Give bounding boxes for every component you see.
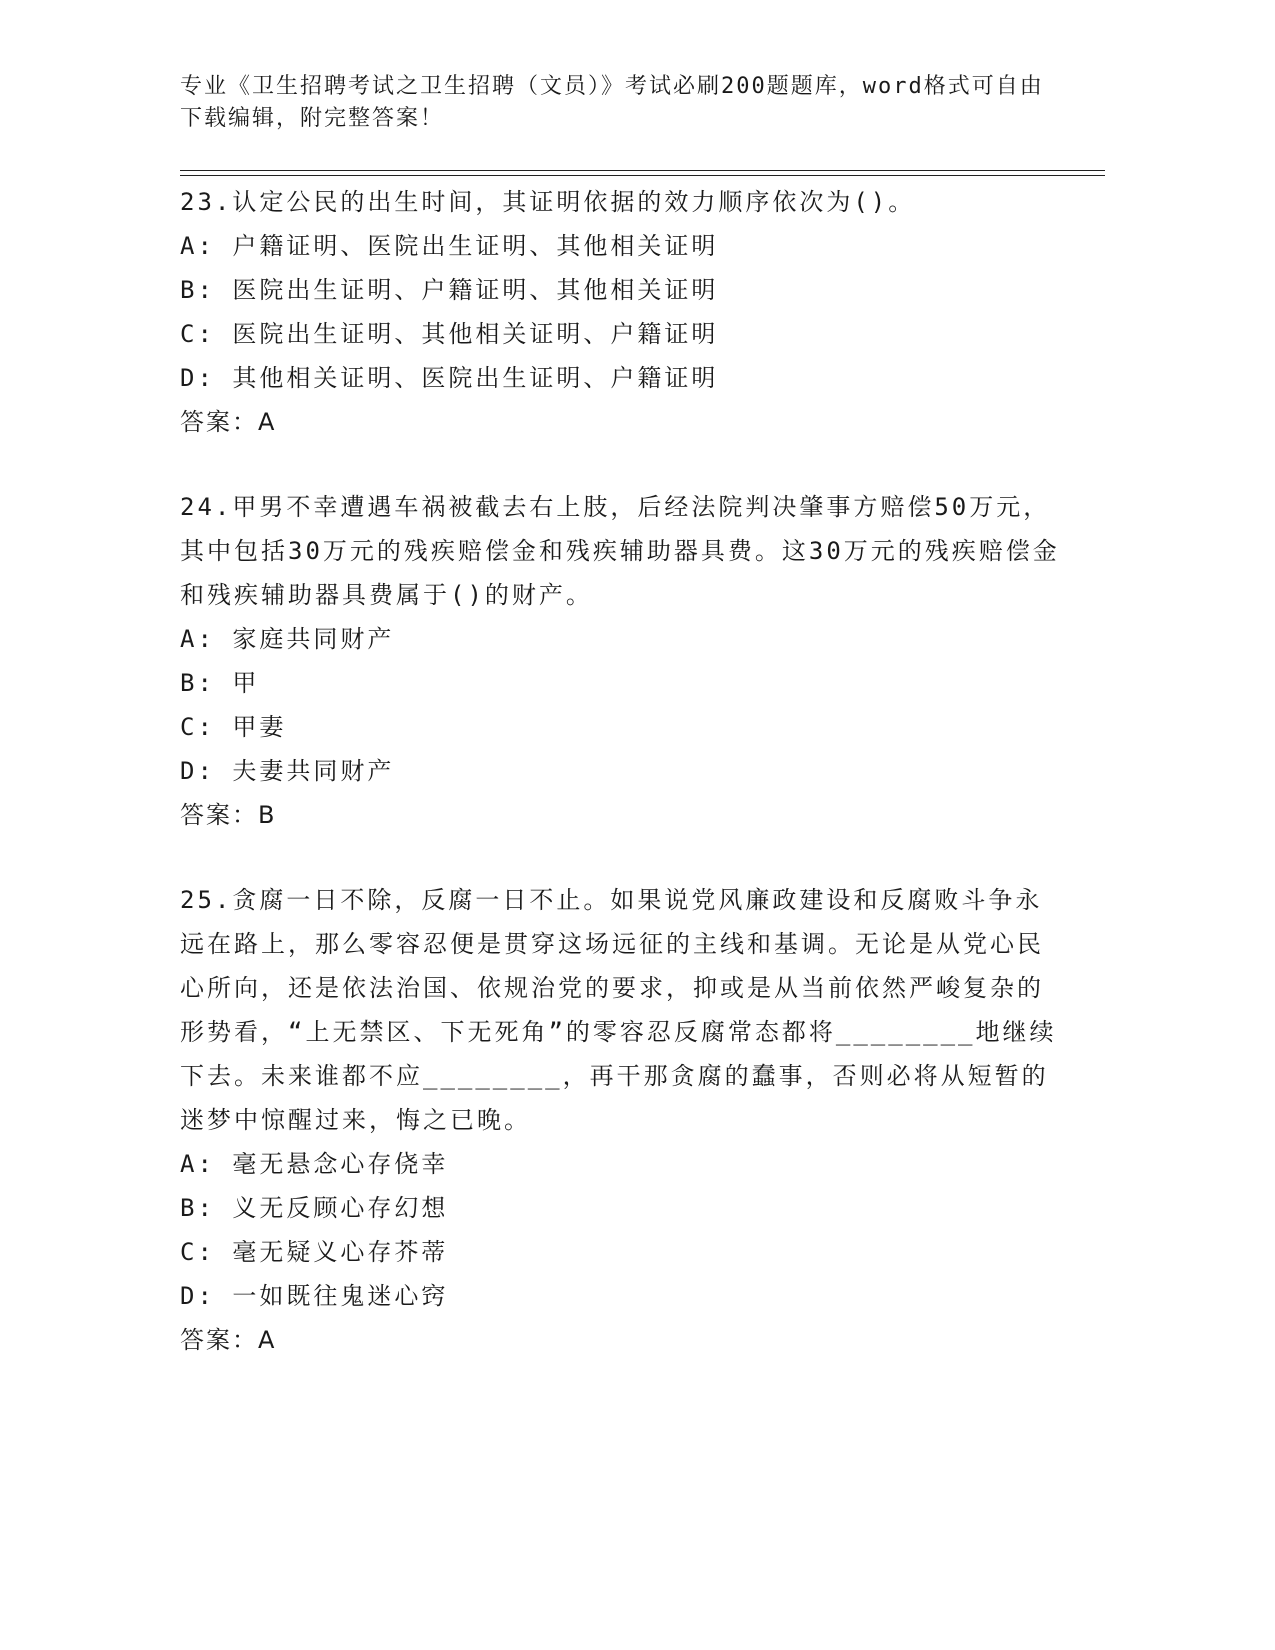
answer-line: 答案：A — [180, 1326, 277, 1354]
answer-line: 答案：B — [180, 801, 277, 829]
option-c: C: 甲妻 — [180, 713, 287, 741]
question-23 — [180, 180, 1060, 444]
option-d: D: 一如既往鬼迷心窍 — [180, 1282, 449, 1310]
option-d: D: 其他相关证明、医院出生证明、户籍证明 — [180, 364, 719, 392]
option-b: B: 医院出生证明、户籍证明、其他相关证明 — [180, 276, 719, 304]
header-divider-top — [180, 170, 1105, 171]
option-b: B: 义无反顾心存幻想 — [180, 1194, 449, 1222]
question-24 — [180, 485, 1060, 837]
question-stem: 23.认定公民的出生时间，其证明依据的效力顺序依次为()。 — [180, 188, 916, 216]
question-stem: 24.甲男不幸遭遇车祸被截去右上肢，后经法院判决肇事方赔偿50万元，其中包括30万元的残疾赔偿金和残疾辅助器具费。这30万元的残疾赔偿金和残疾辅助器具费属于()的财产。 — [180, 493, 1060, 609]
question-stem: 25.贪腐一日不除，反腐一日不止。如果说党风廉政建设和反腐败斗争永远在路上，那么零容忍便是贯穿这场远征的主线和基调。无论是从党心民心所向，还是依法治国、依规治党的要求，抑或是从当前依然严峻复杂的形势看，“上无禁区、下无死角”的零容忍反腐常态都将________地继续下去。未来谁都不应________，再干那贪腐的蠢事，否则必将从短暂的迷梦中惊醒过来，悔之已晚。 — [180, 886, 1057, 1134]
answer-line: 答案：A — [180, 408, 277, 436]
document-header: 专业《卫生招聘考试之卫生招聘（文员）》考试必刷200题题库，word格式可自由下载编辑，附完整答案！ — [180, 74, 1044, 131]
question-25 — [180, 878, 1060, 1362]
header-divider-bottom — [180, 175, 1105, 176]
option-a: A: 毫无悬念心存侥幸 — [180, 1150, 449, 1178]
option-b: B: 甲 — [180, 669, 260, 697]
option-a: A: 家庭共同财产 — [180, 625, 395, 653]
option-d: D: 夫妻共同财产 — [180, 757, 395, 785]
option-a: A: 户籍证明、医院出生证明、其他相关证明 — [180, 232, 719, 260]
option-c: C: 医院出生证明、其他相关证明、户籍证明 — [180, 320, 719, 348]
option-c: C: 毫无疑义心存芥蒂 — [180, 1238, 449, 1266]
